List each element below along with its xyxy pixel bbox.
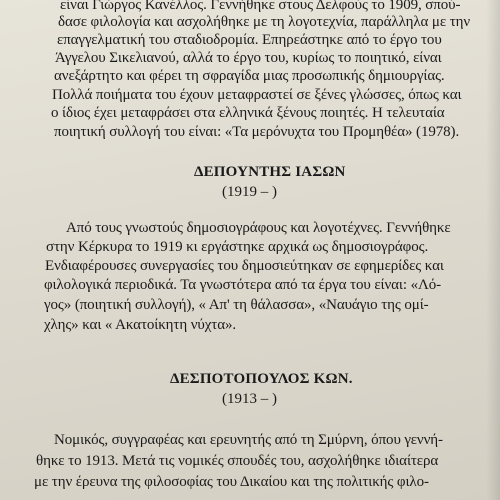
entry-kanellos-line-5: ανεξάρτητο και φέρει τη σφραγίδα μιας προσωπικής δημιουργίας. — [54, 68, 445, 84]
entry-kanellos-line-7: ο ίδιος έχει μεταφράσει στα ελληνικά ξένους ποιητές. Η τελευταία — [51, 105, 445, 121]
entry-despotopoulos-dates: (1913 – ) — [222, 391, 277, 407]
entry-depountis-line-4: φιλολογικά περιοδικά. Τα γνωστότερα από τα έργα του είναι: «Λό- — [44, 277, 442, 293]
entry-depountis-dates: (1919 – ) — [222, 184, 277, 200]
entry-kanellos-line-6: Πολλά ποιήματα του έχουν μεταφραστεί σε ξένες γλώσσες, όπως και — [52, 87, 462, 103]
entry-kanellos-line-2: δασε φιλολογία και ασχολήθηκε με τη λογοτεχνία, παράλληλα με την — [58, 14, 471, 30]
entry-kanellos-line-1: είναι Γιώργος Κανέλλος. Γεννήθηκε στους Δελφούς το 1909, σπού- — [60, 0, 461, 13]
entry-kanellos-line-4: Άγγελου Σικελιανού, αλλά το έργο του, κυρίως το ποιητικό, είναι — [55, 50, 442, 66]
entry-depountis-line-6: χλης» και « Ακατοίκητη νύχτα». — [44, 317, 237, 333]
entry-despotopoulos-line-2: θηκε το 1913. Μετά τις νομικές σπουδές του, ασχολήθηκε ιδιαίτερα — [36, 453, 439, 469]
entry-kanellos-line-8: ποιητική συλλογή του είναι: «Τα μερόνυχτα του Προμηθέα» (1978). — [54, 124, 460, 140]
entry-depountis-line-2: στην Κέρκυρα το 1919 κι εργάστηκε αρχικά ως δημοσιογράφος. — [46, 239, 429, 255]
entry-depountis-line-5: γος» (ποιητική συλλογή), « Απ' τη θάλασσα», «Ναυάγιο της ομί- — [44, 297, 429, 313]
entry-depountis-heading: ΔΕΠΟΥΝΤΗΣ ΙΑΣΩΝ — [194, 164, 346, 180]
entry-depountis-line-1: Από τους γνωστούς δημοσιογράφους και λογοτέχνες. Γεννήθηκε — [66, 220, 451, 236]
entry-despotopoulos-line-3: με την έρευνα της φιλοσοφίας του Δικαίου και της πολιτικής φιλο- — [34, 474, 429, 490]
entry-despotopoulos-line-1: Νομικός, συγγραφέας και ερευνητής από τη Σμύρνη, όπου γεννή- — [54, 432, 443, 448]
entry-despotopoulos-heading: ΔΕΣΠΟΤΟΠΟΥΛΟΣ ΚΩΝ. — [170, 371, 353, 387]
entry-depountis-line-3: Ενδιαφέρουσες συνεργασίες του δημοσιεύτηκαν σε εφημερίδες και — [45, 258, 444, 274]
entry-kanellos-line-3: επαγγελματική του σταδιοδρομία. Επηρεάστηκε από το έργο του — [57, 32, 442, 48]
page-gutter-shadow — [486, 0, 500, 500]
